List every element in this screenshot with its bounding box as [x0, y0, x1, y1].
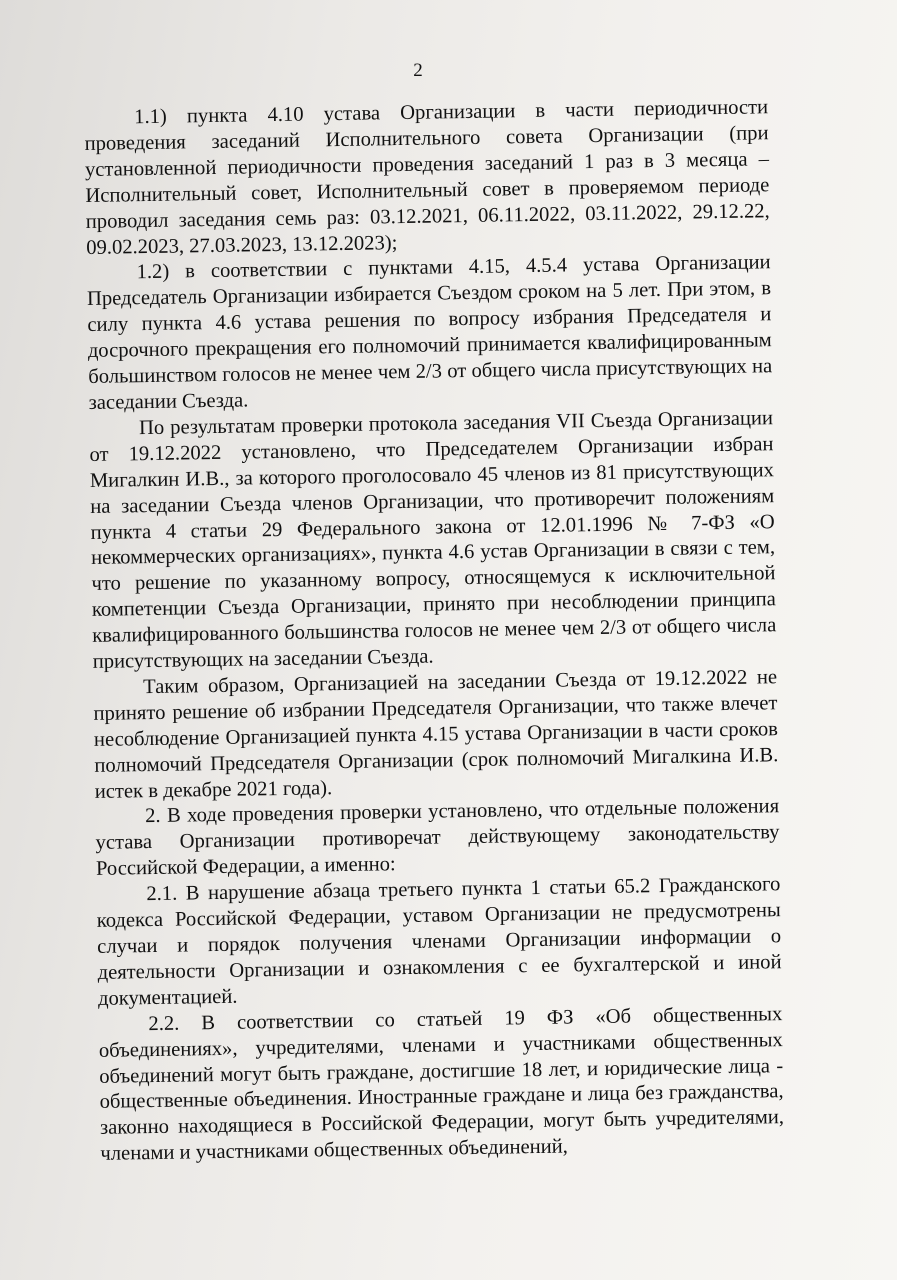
paragraph-2: 2. В ходе проведения проверки установлено, что отдельные положения устава Организации противоречат действующему законодательству Российской Федерации, а именно: [95, 795, 780, 881]
paragraph-2-2: 2.2. В соответствии со статьей 19 ФЗ «Об общественных объединениях», учредителями, членами и участниками общественных объединений могут быть граждане, достигшие 18 лет, и юридические лица - общественные объединения. Иностранные граждане и лица без гражданства, законно находящиеся в Российской Федерации, могут быть учредителями, членами и участниками общественных объединений, [98, 1002, 785, 1166]
paragraph-inspection-results: По результатам проверки протокола заседания VII Съезда Организации от 19.12.2022 установлено, что Председателем Организации избран Мигалкин И.В., за которого проголосовало 45 членов из 81 присутствующих на заседании Съезда членов Организации, что противоречит положениям пункта 4 статьи 29 Федерального закона от 12.01.1996 № 7-ФЗ «О некоммерческих организациях», пункта 4.6 устав Организации в связи с тем, что решение по указанному вопросу, относящемуся к исключительной компетенции Съезда Организации, принято при несоблюдении принципа квалифицированного большинства голосов не менее чем 2/3 от общего числа присутствующих на заседании Съезда. [89, 407, 777, 673]
paragraph-conclusion: Таким образом, Организацией на заседании Съезда от 19.12.2022 не принято решение об избрании Председателя Организации, что также влечет несоблюдение Организацией пункта 4.15 устава Организации в части сроков полномочий Председателя Организации (срок полномочий Мигалкина И.В. истек в декабре 2021 года). [93, 666, 779, 803]
document-body [84, 95, 785, 1168]
paragraph-2-1: 2.1. В нарушение абзаца третьего пункта 1 статьи 65.2 Гражданского кодекса Российской Федерации, уставом Организации не предусмотрены случаи и порядок получения членами Организации информации о деятельности Организации и ознакомления с ее бухгалтерской и иной документацией. [96, 873, 782, 1010]
paragraph-1-1: 1.1) пункта 4.10 устава Организации в части периодичности проведения заседаний Исполнительного совета Организации (при установленной периодичности проведения заседаний 1 раз в 3 месяца – Исполнительный совет, Исполнительный совет в проверяемом периоде проводил заседания семь раз: 03.12.2021, 06.11.2022, 03.11.2022, 29.12.22, 09.02.2023, 27.03.2023, 13.12.2023); [84, 96, 770, 259]
page-number: 2 [413, 60, 423, 81]
paragraph-1-2: 1.2) в соответствии с пунктами 4.15, 4.5.4 устава Организации Председатель Организации избирается Съездом сроком на 5 лет. При этом, в силу пункта 4.6 устава решения по вопросу избрания Председателя и досрочного прекращения его полномочий принимается квалифицированным большинством голосов не менее чем 2/3 от общего числа присутствующих на заседании Съезда. [86, 251, 773, 414]
